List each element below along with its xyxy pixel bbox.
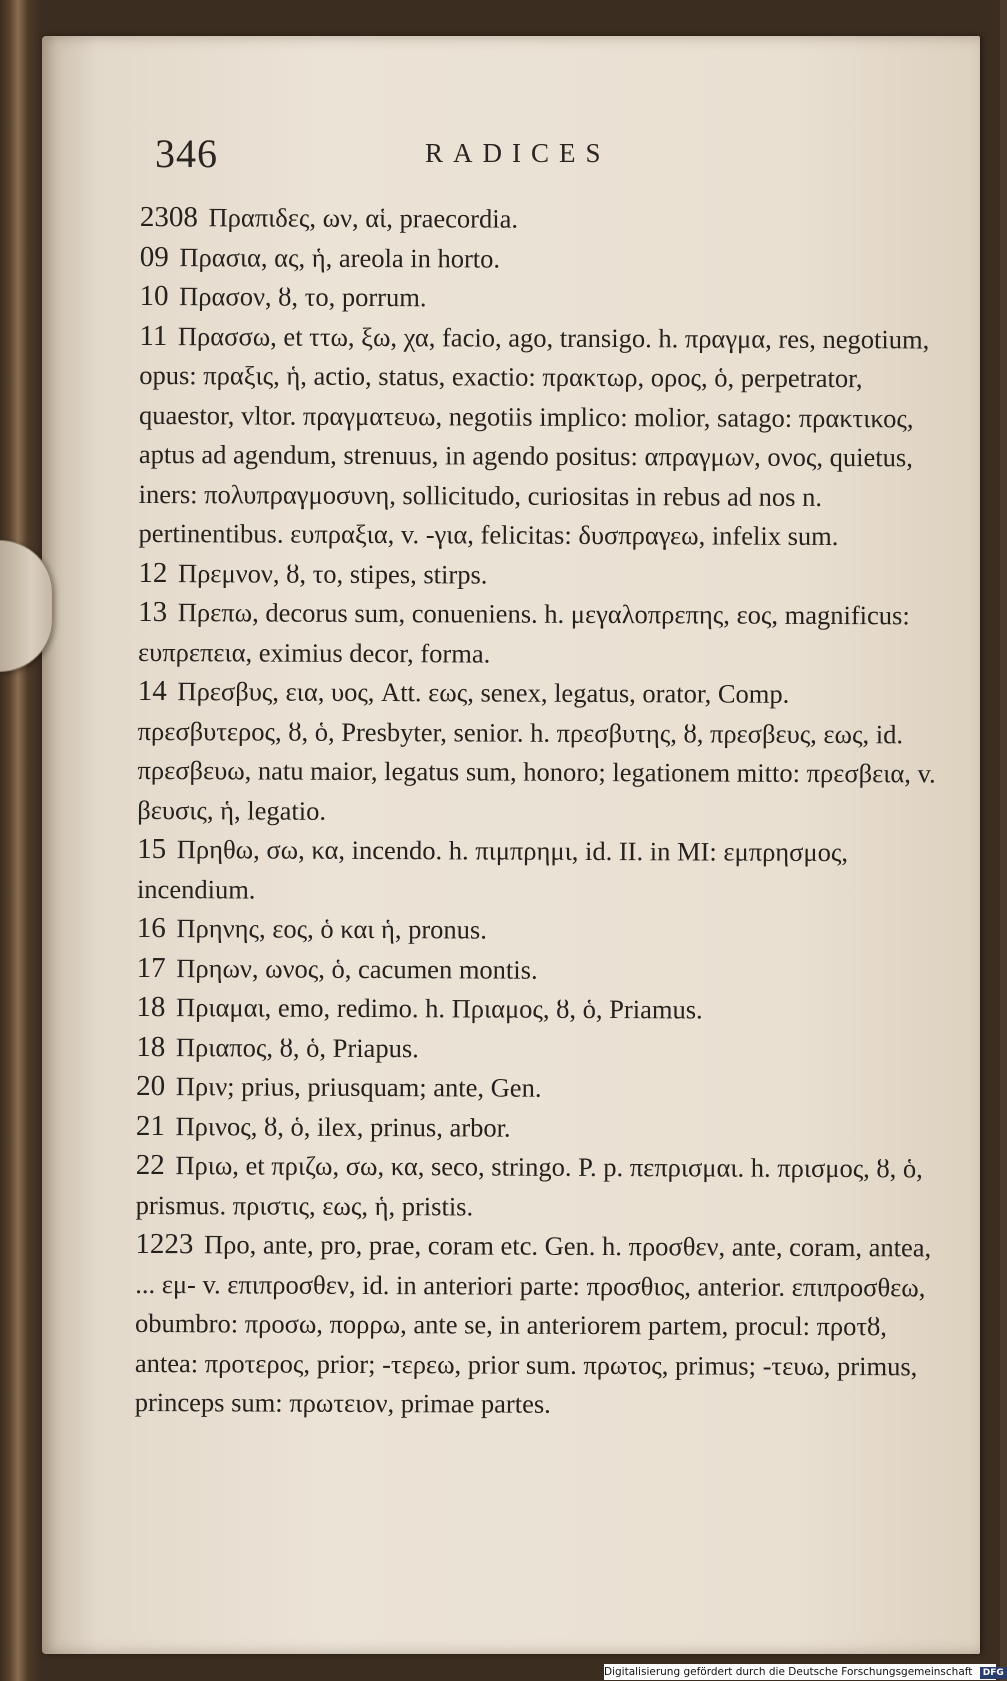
entry-text: Πριαπος, ȣ, ὁ, Priapus. bbox=[175, 1031, 419, 1063]
page-header bbox=[155, 130, 915, 190]
entry-number: 2308 bbox=[139, 200, 198, 234]
entry-number: 16 bbox=[136, 911, 166, 945]
entry-text: Πρεπω, decorus sum, conueniens. h. μεγαλοπρεπης, εος, magnificus: ευπρεπεια, eximius decor, forma. bbox=[137, 597, 910, 669]
page-number: 346 bbox=[155, 131, 218, 176]
entry-text: Πρηνης, εος, ὁ και ἡ, pronus. bbox=[176, 913, 487, 945]
dictionary-entry bbox=[135, 1225, 936, 1426]
entry-number: 15 bbox=[137, 832, 167, 866]
entry-text: Προ, ante, pro, prae, coram etc. Gen. h. προσθεν, ante, coram, antea, ... εμ- v. επιπροσθεν, id. in anteriori parte: προσθιος, anterior. επιπροσθεω, obumbro: προσω, πορρω, ante se, in anteriorem partem, procul: προτȣ, antea: προτερος, prior; -τερεω, prior sum. πρωτος, primus; -τευω, primus, princeps sum: πρωτειον, primae partes. bbox=[134, 1229, 932, 1419]
running-head: RADICES bbox=[425, 138, 611, 168]
entry-number: 20 bbox=[136, 1069, 166, 1103]
entry-number: 18 bbox=[136, 1030, 166, 1063]
dictionary-entry bbox=[138, 316, 939, 556]
dictionary-entry bbox=[137, 948, 937, 991]
entry-number: 13 bbox=[138, 595, 168, 629]
dictionary-entry bbox=[136, 1146, 936, 1228]
entry-number: 14 bbox=[137, 674, 167, 708]
dfg-logo: DFG bbox=[980, 1667, 1007, 1679]
entry-number: 18 bbox=[136, 990, 166, 1024]
entry-number: 1223 bbox=[135, 1227, 194, 1261]
entry-number: 17 bbox=[136, 951, 166, 984]
dictionary-entry bbox=[136, 1106, 936, 1149]
dictionary-entries bbox=[135, 198, 940, 1426]
entry-number: 10 bbox=[139, 279, 169, 313]
dictionary-entry bbox=[136, 988, 936, 1031]
entry-text: Πριω, et πριζω, σω, κα, seco, stringo. P. p. πεπρισμαι. h. πρισμος, ȣ, ὁ, prismus. πριστις, εως, ἡ, pristis. bbox=[135, 1150, 923, 1221]
credit-text: Digitalisierung gefördert durch die Deutsche Forschungsgemeinschaft bbox=[604, 1666, 973, 1678]
entry-number: 12 bbox=[138, 556, 168, 589]
digitization-credit bbox=[604, 1664, 1004, 1680]
dictionary-entry bbox=[138, 553, 938, 596]
entry-text: Πρασια, ας, ἡ, areola in horto. bbox=[179, 241, 501, 274]
dictionary-entry bbox=[137, 672, 938, 833]
dictionary-entry bbox=[137, 909, 937, 952]
entry-text: Πριαμαι, emo, redimo. h. Πριαμος, ȣ, ὁ, Priamus. bbox=[176, 992, 703, 1025]
entry-text: Πρασον, ȣ, το, porrum. bbox=[179, 281, 427, 313]
entry-text: Πραπιδες, ων, αἱ, praecordia. bbox=[208, 202, 519, 234]
entry-text: Πρεμνον, ȣ, το, stipes, stirps. bbox=[177, 557, 488, 590]
dictionary-entry bbox=[139, 277, 939, 320]
entry-text: Πριν; prius, priusquam; ante, Gen. bbox=[175, 1071, 542, 1103]
dictionary-entry bbox=[136, 1027, 936, 1070]
entry-text: Πρηων, ωνος, ὁ, cacumen montis. bbox=[176, 952, 538, 985]
dictionary-entry bbox=[137, 830, 937, 912]
entry-number: 22 bbox=[135, 1148, 165, 1182]
entry-text: Πρεσβυς, εια, υος, Att. εως, senex, legatus, orator, Comp. πρεσβυτερος, ȣ, ὁ, Presbyter, senior. h. πρεσβυτης, ȣ, πρεσβευς, εως, id. πρεσβευω, natu maior, legatus sum, honoro; legationem mitto: πρεσβεια, v. βευσις, ἡ, legatio. bbox=[137, 676, 936, 826]
entry-text: Πρασσω, et ττω, ξω, χα, facio, ago, transigo. h. πραγμα, res, negotium, opus: πραξις, ἡ, actio, status, exactio: πρακτωρ, ορος, ὁ, perpetrator, quaestor, vltor. πραγματευω, negotiis implico: molior, satago: πρακτικος, aptus ad agendum, strenuus, in agendo positus: απραγμων, ονος, quietus, iners: πολυπραγμοσυνη, sollicitudo, curiositas in rebus ad nos n. pertinentibus. ευπραξια, v. -για, felicitas: δυσπραγεω, infelix sum. bbox=[138, 320, 930, 552]
dictionary-entry bbox=[140, 237, 940, 280]
entry-number: 11 bbox=[139, 319, 168, 352]
entry-text: Πρινος, ȣ, ὁ, ilex, prinus, arbor. bbox=[175, 1110, 511, 1143]
entry-text: Πρηθω, σω, κα, incendo. h. πιμπρημι, id. II. in MI: εμπρησμος, incendium. bbox=[136, 834, 849, 905]
entry-number: 21 bbox=[135, 1109, 166, 1142]
dictionary-entry bbox=[136, 1067, 936, 1110]
dictionary-entry bbox=[138, 593, 938, 675]
entry-number: 09 bbox=[139, 240, 169, 273]
dictionary-entry bbox=[140, 198, 940, 241]
